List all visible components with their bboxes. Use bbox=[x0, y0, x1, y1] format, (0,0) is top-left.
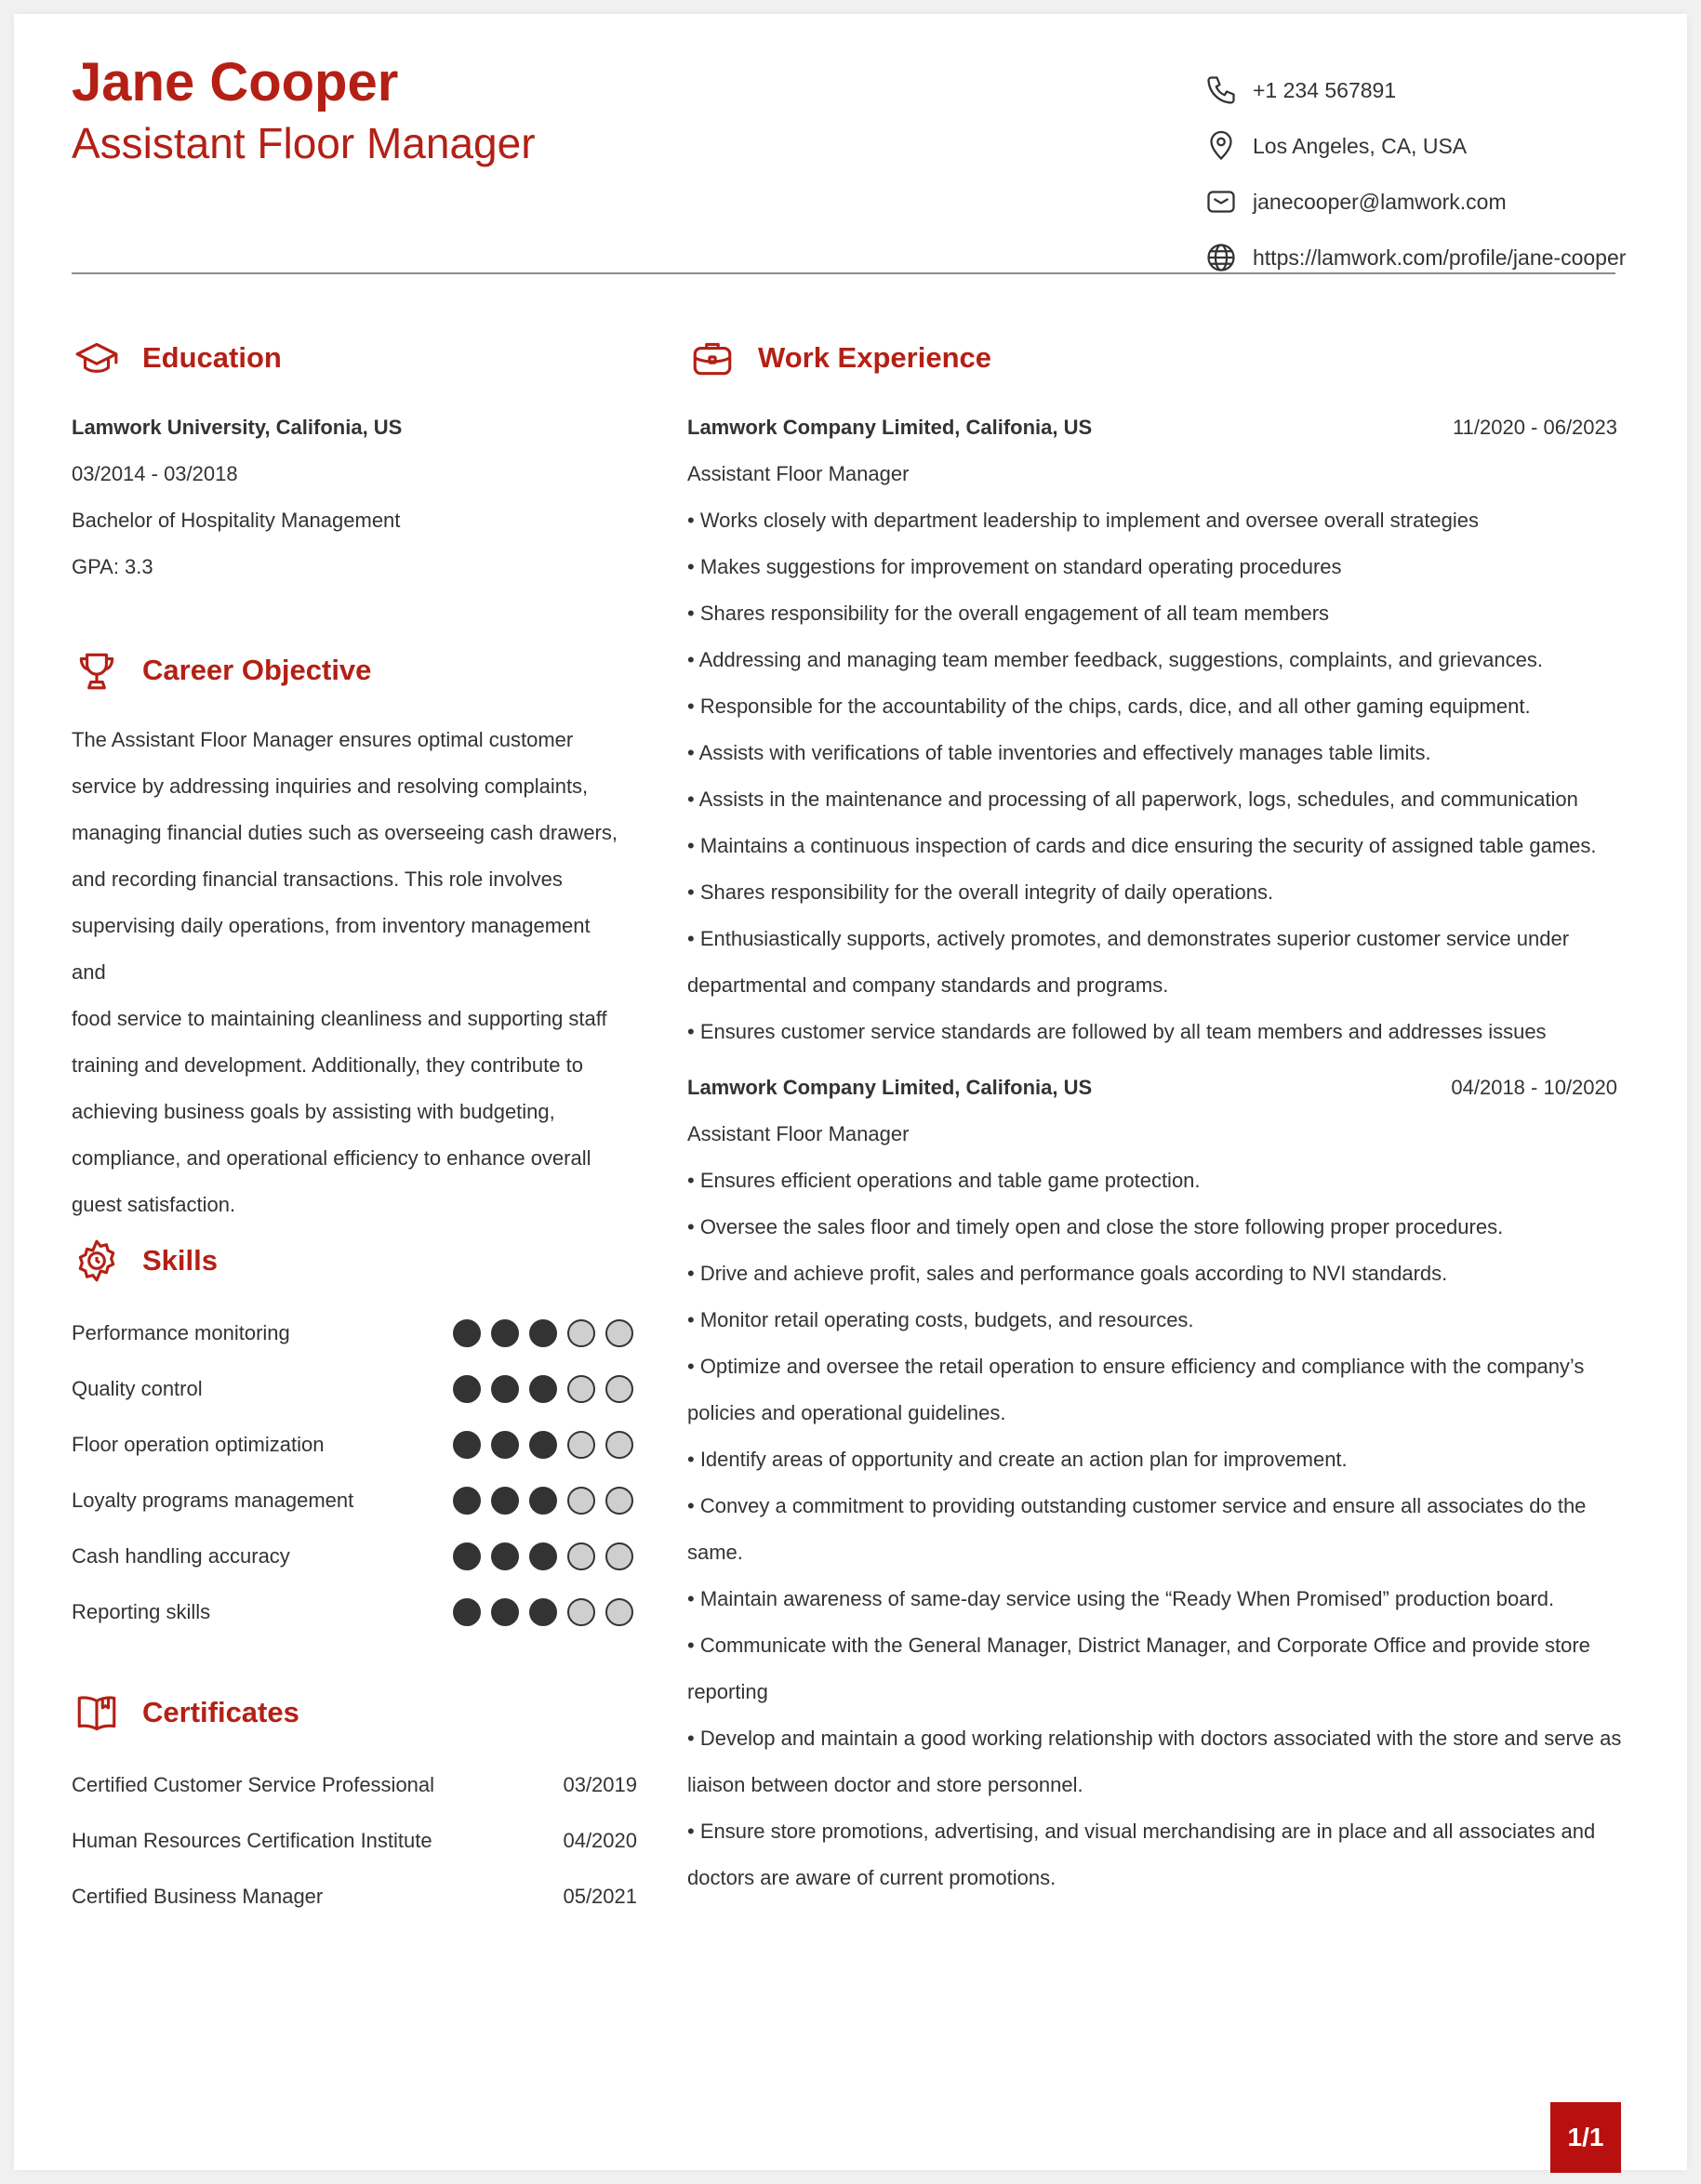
rating-dot-empty bbox=[605, 1375, 633, 1403]
education-degree: Bachelor of Hospitality Management bbox=[72, 509, 401, 532]
rating-dot-filled bbox=[529, 1542, 557, 1570]
job-line: • Responsible for the accountability of the chips, cards, dice, and all other gaming equipment. bbox=[687, 695, 1531, 718]
rating-dot-filled bbox=[453, 1375, 481, 1403]
work-heading-text: Work Experience bbox=[758, 341, 991, 374]
location-icon bbox=[1203, 127, 1240, 165]
job-line: • Drive and achieve profit, sales and performance goals according to NVI standards. bbox=[687, 1262, 1448, 1285]
skills-heading bbox=[72, 1236, 218, 1286]
rating-dot-empty bbox=[567, 1375, 595, 1403]
globe-icon bbox=[1203, 239, 1240, 276]
website-link[interactable]: https://lamwork.com/profile/jane-cooper bbox=[1253, 245, 1627, 270]
education-school: Lamwork University, Califonia, US bbox=[72, 416, 403, 439]
objective-line: food service to maintaining cleanliness and supporting staff bbox=[72, 1007, 607, 1030]
skill-label: Quality control bbox=[72, 1377, 203, 1400]
job-line: • Develop and maintain a good working relationship with doctors associated with the store and serve as bbox=[687, 1727, 1622, 1750]
rating-dot-filled bbox=[491, 1487, 519, 1515]
rating-dot-empty bbox=[605, 1542, 633, 1570]
skill-row bbox=[72, 1473, 639, 1529]
skill-label: Cash handling accuracy bbox=[72, 1544, 290, 1568]
rating-dot-filled bbox=[453, 1542, 481, 1570]
objective-line: managing financial duties such as overseeing cash drawers, bbox=[72, 821, 618, 844]
job-line: • Ensures customer service standards are followed by all team members and addresses issues bbox=[687, 1020, 1547, 1043]
job-line: • Identify areas of opportunity and create an action plan for improvement. bbox=[687, 1448, 1348, 1471]
contact-list bbox=[1203, 62, 1626, 285]
objective-line: and recording financial transactions. This role involves bbox=[72, 867, 563, 891]
rating-dot-filled bbox=[453, 1487, 481, 1515]
job-dates: 04/2018 - 10/2020 bbox=[1451, 1076, 1617, 1099]
skills-list bbox=[72, 1305, 639, 1640]
job-line: • Convey a commitment to providing outstanding customer service and ensure all associates do the bbox=[687, 1494, 1587, 1517]
job-line: • Maintain awareness of same-day service using the “Ready When Promised” production board. bbox=[687, 1587, 1555, 1610]
job-line: • Monitor retail operating costs, budgets, and resources. bbox=[687, 1308, 1194, 1331]
job-position: Assistant Floor Manager bbox=[687, 1122, 910, 1145]
job-line: • Oversee the sales floor and timely open and close the store following proper procedures. bbox=[687, 1215, 1504, 1238]
resume-page bbox=[14, 14, 1687, 2170]
job-header bbox=[687, 404, 1617, 451]
contact-location bbox=[1203, 118, 1626, 174]
header-divider bbox=[72, 272, 1615, 274]
skill-rating bbox=[453, 1542, 633, 1570]
rating-dot-empty bbox=[605, 1431, 633, 1459]
job-position: Assistant Floor Manager bbox=[687, 462, 910, 485]
work-entry-1 bbox=[687, 404, 1617, 1055]
objective-heading bbox=[72, 645, 371, 695]
contact-email[interactable] bbox=[1203, 174, 1626, 230]
location-text: Los Angeles, CA, USA bbox=[1253, 133, 1468, 158]
phone-icon bbox=[1203, 72, 1240, 109]
certificates-heading-text: Certificates bbox=[142, 1696, 299, 1728]
rating-dot-filled bbox=[529, 1598, 557, 1626]
certificate-name: Certified Business Manager bbox=[72, 1885, 324, 1908]
objective-line: compliance, and operational efficiency to enhance overall bbox=[72, 1146, 591, 1170]
certificate-row bbox=[72, 1813, 637, 1869]
objective-line: service by addressing inquiries and resolving complaints, bbox=[72, 774, 589, 798]
job-line: • Ensure store promotions, advertising, and visual merchandising are in place and all associates and bbox=[687, 1820, 1596, 1843]
skill-rating bbox=[453, 1487, 633, 1515]
objective-line: achieving business goals by assisting with budgeting, bbox=[72, 1100, 555, 1123]
skill-rating bbox=[453, 1375, 633, 1403]
certificate-row bbox=[72, 1757, 637, 1813]
job-line: same. bbox=[687, 1541, 743, 1564]
skill-label: Floor operation optimization bbox=[72, 1433, 325, 1456]
certificate-row bbox=[72, 1869, 637, 1925]
certificate-name: Human Resources Certification Institute bbox=[72, 1829, 432, 1852]
job-line: • Works closely with department leadership to implement and oversee overall strategies bbox=[687, 509, 1480, 532]
job-line: reporting bbox=[687, 1680, 768, 1703]
skill-label: Loyalty programs management bbox=[72, 1489, 354, 1512]
rating-dot-filled bbox=[491, 1319, 519, 1347]
rating-dot-filled bbox=[491, 1431, 519, 1459]
job-line: • Makes suggestions for improvement on standard operating procedures bbox=[687, 555, 1342, 578]
job-line: • Assists in the maintenance and processing of all paperwork, logs, schedules, and communication bbox=[687, 788, 1578, 811]
job-line: • Addressing and managing team member feedback, suggestions, complaints, and grievances. bbox=[687, 648, 1544, 671]
job-line: • Shares responsibility for the overall engagement of all team members bbox=[687, 602, 1330, 625]
candidate-title: Assistant Floor Manager bbox=[72, 119, 536, 167]
book-icon bbox=[72, 1688, 122, 1738]
job-dates: 11/2020 - 06/2023 bbox=[1453, 416, 1617, 439]
job-line: liaison between doctor and store personnel. bbox=[687, 1773, 1083, 1796]
skill-rating bbox=[453, 1319, 633, 1347]
education-heading bbox=[72, 333, 282, 383]
certificate-date: 04/2020 bbox=[563, 1829, 637, 1852]
job-line: • Optimize and oversee the retail operation to ensure efficiency and compliance with the company’s bbox=[687, 1355, 1585, 1378]
skill-rating bbox=[453, 1431, 633, 1459]
candidate-name: Jane Cooper bbox=[72, 52, 399, 113]
job-line: • Shares responsibility for the overall integrity of daily operations. bbox=[687, 880, 1274, 904]
job-line: doctors are aware of current promotions. bbox=[687, 1866, 1056, 1889]
certificates-list bbox=[72, 1757, 637, 1925]
job-line: • Ensures efficient operations and table game protection. bbox=[687, 1169, 1201, 1192]
skill-row bbox=[72, 1584, 639, 1640]
rating-dot-empty bbox=[567, 1431, 595, 1459]
rating-dot-empty bbox=[605, 1319, 633, 1347]
job-header bbox=[687, 1065, 1617, 1111]
rating-dot-empty bbox=[567, 1598, 595, 1626]
contact-website[interactable] bbox=[1203, 230, 1626, 285]
briefcase-icon bbox=[687, 333, 738, 383]
email-icon bbox=[1203, 183, 1240, 220]
certificate-name: Certified Customer Service Professional bbox=[72, 1773, 435, 1796]
skill-row bbox=[72, 1417, 639, 1473]
job-line: • Maintains a continuous inspection of cards and dice ensuring the security of assigned table games. bbox=[687, 834, 1597, 857]
job-line: • Enthusiastically supports, actively promotes, and demonstrates superior customer service under bbox=[687, 927, 1570, 950]
rating-dot-filled bbox=[491, 1598, 519, 1626]
skill-row bbox=[72, 1361, 639, 1417]
job-line: • Assists with verifications of table inventories and effectively manages table limits. bbox=[687, 741, 1431, 764]
objective-line: The Assistant Floor Manager ensures optimal customer bbox=[72, 728, 574, 751]
rating-dot-empty bbox=[605, 1487, 633, 1515]
rating-dot-filled bbox=[453, 1598, 481, 1626]
job-company: Lamwork Company Limited, Califonia, US bbox=[687, 1076, 1093, 1099]
job-line: policies and operational guidelines. bbox=[687, 1401, 1006, 1424]
objective-line: training and development. Additionally, they contribute to bbox=[72, 1053, 583, 1077]
rating-dot-empty bbox=[567, 1487, 595, 1515]
rating-dot-filled bbox=[491, 1542, 519, 1570]
contact-phone bbox=[1203, 62, 1626, 118]
education-dates: 03/2014 - 03/2018 bbox=[72, 462, 238, 485]
rating-dot-empty bbox=[605, 1598, 633, 1626]
certificates-heading bbox=[72, 1688, 299, 1738]
rating-dot-empty bbox=[567, 1542, 595, 1570]
skill-rating bbox=[453, 1598, 633, 1626]
certificate-date: 03/2019 bbox=[563, 1773, 637, 1796]
work-heading bbox=[687, 333, 991, 383]
rating-dot-filled bbox=[453, 1319, 481, 1347]
skill-label: Reporting skills bbox=[72, 1600, 211, 1623]
trophy-icon bbox=[72, 645, 122, 695]
email-text[interactable]: janecooper@lamwork.com bbox=[1253, 189, 1507, 214]
education-entry bbox=[72, 404, 402, 590]
phone-text: +1 234 567891 bbox=[1253, 77, 1397, 102]
objective-heading-text: Career Objective bbox=[142, 654, 372, 686]
rating-dot-filled bbox=[491, 1375, 519, 1403]
rating-dot-filled bbox=[529, 1319, 557, 1347]
education-gpa: GPA: 3.3 bbox=[72, 555, 153, 578]
page-indicator: 1/1 bbox=[1550, 2102, 1621, 2173]
skills-heading-text: Skills bbox=[142, 1244, 218, 1277]
gear-icon bbox=[72, 1236, 122, 1286]
objective-line: guest satisfaction. bbox=[72, 1193, 236, 1216]
education-heading-text: Education bbox=[142, 341, 282, 374]
skill-row bbox=[72, 1529, 639, 1584]
skill-row bbox=[72, 1305, 639, 1361]
rating-dot-filled bbox=[453, 1431, 481, 1459]
graduation-cap-icon bbox=[72, 333, 122, 383]
rating-dot-filled bbox=[529, 1431, 557, 1459]
job-line: departmental and company standards and programs. bbox=[687, 973, 1169, 997]
rating-dot-filled bbox=[529, 1487, 557, 1515]
rating-dot-empty bbox=[567, 1319, 595, 1347]
work-entry-2 bbox=[687, 1065, 1621, 1901]
objective-line: supervising daily operations, from inventory management and bbox=[72, 914, 591, 984]
rating-dot-filled bbox=[529, 1375, 557, 1403]
skill-label: Performance monitoring bbox=[72, 1321, 290, 1344]
job-line: • Communicate with the General Manager, District Manager, and Corporate Office and provide store bbox=[687, 1634, 1590, 1657]
certificate-date: 05/2021 bbox=[563, 1885, 637, 1908]
job-company: Lamwork Company Limited, Califonia, US bbox=[687, 416, 1093, 439]
objective-text bbox=[72, 717, 630, 1228]
